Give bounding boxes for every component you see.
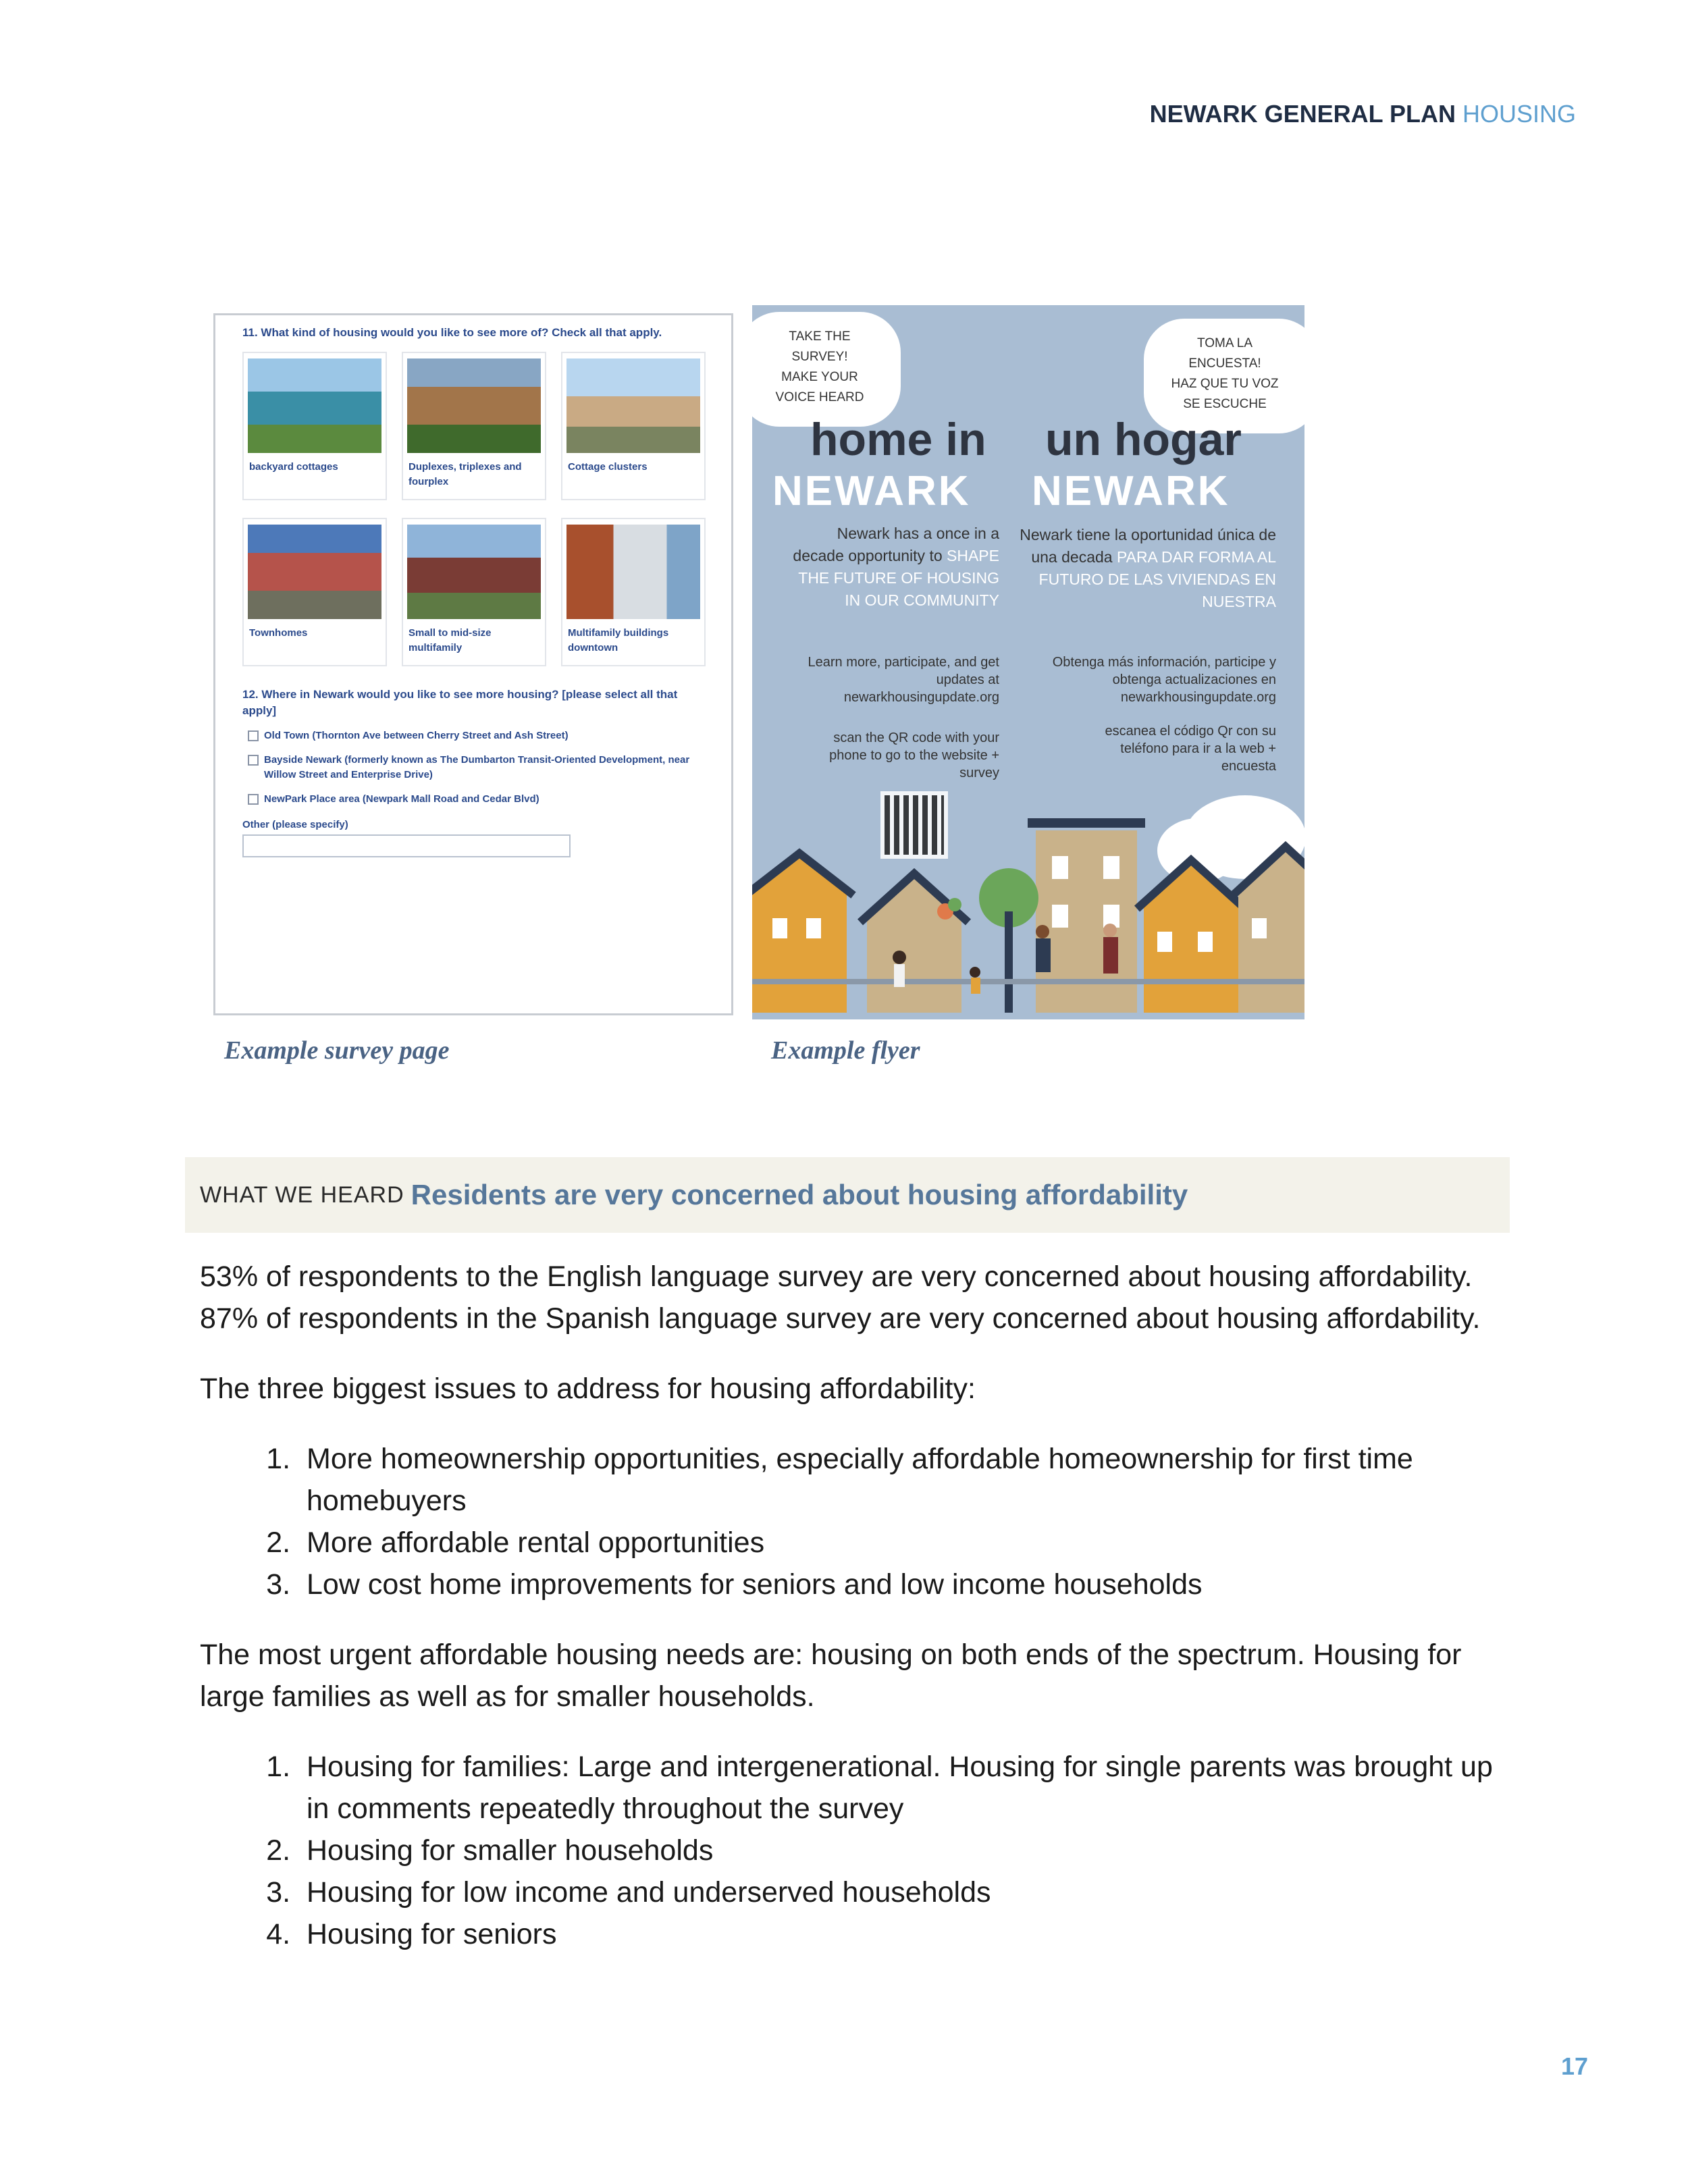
list-item: 2. Housing for smaller households	[298, 1830, 1496, 1871]
list-item: 4. Housing for seniors	[298, 1913, 1496, 1955]
cloud-line: MAKE YOUR	[781, 370, 858, 384]
flyer-paragraph-es	[1020, 524, 1276, 613]
header-plan-title: NEWARK GENERAL PLAN	[1149, 100, 1456, 128]
cloud-text-es	[1157, 334, 1292, 415]
cloud-line: TAKE THE	[789, 329, 851, 344]
flyer-learn-en: Learn more, participate, and get updates at newarkhousingupdate.org	[808, 655, 999, 705]
houses-illustration	[752, 776, 1304, 1019]
housing-photo	[248, 358, 381, 453]
housing-photo	[248, 525, 381, 619]
flyer-scan-en: scan the QR code with your phone to go to the website + survey	[829, 730, 999, 780]
housing-type-grid	[242, 352, 731, 666]
flyer-learn-es: Obtenga más información, participe y obtenga actualizaciones en newarkhousingupdate.org	[1052, 655, 1276, 705]
running-header	[1150, 100, 1576, 128]
flyer-scan-es: escanea el código Qr con su teléfono para ir a la web + encuesta	[1105, 724, 1276, 774]
housing-option-card	[402, 352, 546, 500]
paragraph: 53% of respondents to the English language survey are very concerned about housing affordability. 87% of respondents in the Spanish language survey are very concerned about housing affordability.	[200, 1260, 1481, 1335]
page-number: 17	[1560, 2052, 1588, 2080]
callout-tag: WHAT WE HEARD	[200, 1181, 404, 1208]
survey-page-image	[213, 313, 733, 1015]
checkbox	[248, 730, 259, 741]
flyer-title-es: un hogar	[1045, 414, 1242, 465]
list-item: 1. More homeownership opportunities, especially affordable homeownership for first time homebuyers	[298, 1438, 1496, 1522]
location-option	[242, 753, 708, 782]
housing-option-label: Duplexes, triplexes and fourplex	[408, 461, 522, 487]
flyer-city-en: NEWARK	[772, 468, 971, 514]
list-item: 2. More affordable rental opportunities	[298, 1522, 1496, 1564]
caption-survey: Example survey page	[224, 1036, 450, 1065]
cloud-line: SURVEY!	[791, 350, 848, 364]
paragraph-highlight: SHAPE THE FUTURE OF HOUSING IN OUR COMMUNITY	[798, 547, 999, 609]
housing-photo	[407, 358, 541, 453]
paragraph-text: Newark tiene la oportunidad única de una decada	[1020, 526, 1276, 566]
housing-photo	[566, 525, 700, 619]
what-we-heard-callout	[185, 1157, 1510, 1233]
callout-title: Residents are very concerned about housing affordability	[411, 1179, 1188, 1210]
affordability-issues-list	[200, 1438, 1496, 1605]
housing-option-card	[242, 518, 387, 666]
location-label: Old Town (Thornton Ave between Cherry Street and Ash Street)	[264, 730, 569, 741]
flyer-paragraph-en	[793, 523, 999, 612]
housing-photo	[407, 525, 541, 619]
other-text-box	[242, 834, 571, 857]
housing-option-card	[561, 352, 706, 500]
cloud-text-en	[752, 327, 887, 408]
cloud-line: ENCUESTA!	[1188, 356, 1261, 371]
flyer-city-es: NEWARK	[1032, 468, 1230, 514]
survey-question-12: 12. Where in Newark would you like to see more housing? [please select all that apply]	[242, 688, 678, 717]
location-option	[242, 728, 708, 743]
caption-flyer: Example flyer	[771, 1036, 920, 1065]
housing-option-label: Cottage clusters	[568, 461, 648, 473]
paragraph: The most urgent affordable housing needs are: housing on both ends of the spectrum. Housing for large families as well as for smaller households.	[200, 1639, 1462, 1713]
header-section: HOUSING	[1462, 100, 1576, 128]
location-option	[242, 792, 708, 807]
cloud-line: VOICE HEARD	[775, 390, 864, 404]
flyer-title-en: home in	[810, 414, 986, 465]
housing-option-label: Townhomes	[249, 627, 308, 639]
list-item: 3. Low cost home improvements for seniors and low income households	[298, 1564, 1496, 1605]
paragraph-text: Newark has a once in a decade opportunity to	[793, 525, 999, 564]
paragraph-highlight: PARA DAR FORMA AL FUTURO DE LAS VIVIENDAS EN NUESTRA	[1038, 548, 1276, 610]
list-item: 3. Housing for low income and underserved households	[298, 1871, 1496, 1913]
housing-option-card	[242, 352, 387, 500]
list-item: 1. Housing for families: Large and intergenerational. Housing for single parents was brought up in comments repeatedly throughout the survey	[298, 1746, 1496, 1830]
checkbox	[248, 794, 259, 805]
other-label: Other (please specify)	[242, 819, 348, 830]
location-label: NewPark Place area (Newpark Mall Road and Cedar Blvd)	[264, 793, 539, 805]
checkbox	[248, 755, 259, 766]
housing-option-label: Multifamily buildings downtown	[568, 627, 669, 654]
housing-option-label: backyard cottages	[249, 461, 338, 473]
housing-photo	[566, 358, 700, 453]
housing-option-card	[561, 518, 706, 666]
survey-question-11: 11. What kind of housing would you like to see more of? Check all that apply.	[242, 326, 662, 339]
location-label: Bayside Newark (formerly known as The Dumbarton Transit-Oriented Development, near Willow Street and Enterprise Drive)	[264, 754, 690, 780]
cloud-line: HAZ QUE TU VOZ	[1171, 377, 1279, 391]
cloud-line: SE ESCUCHE	[1183, 397, 1267, 411]
housing-option-card	[402, 518, 546, 666]
paragraph: The three biggest issues to address for housing affordability:	[200, 1373, 976, 1405]
cloud-line: TOMA LA	[1196, 336, 1252, 350]
housing-option-label: Small to mid-size multifamily	[408, 627, 492, 654]
urgent-needs-list	[200, 1746, 1496, 1955]
body-text	[200, 1256, 1496, 1955]
survey-flyer-image	[752, 305, 1304, 1019]
